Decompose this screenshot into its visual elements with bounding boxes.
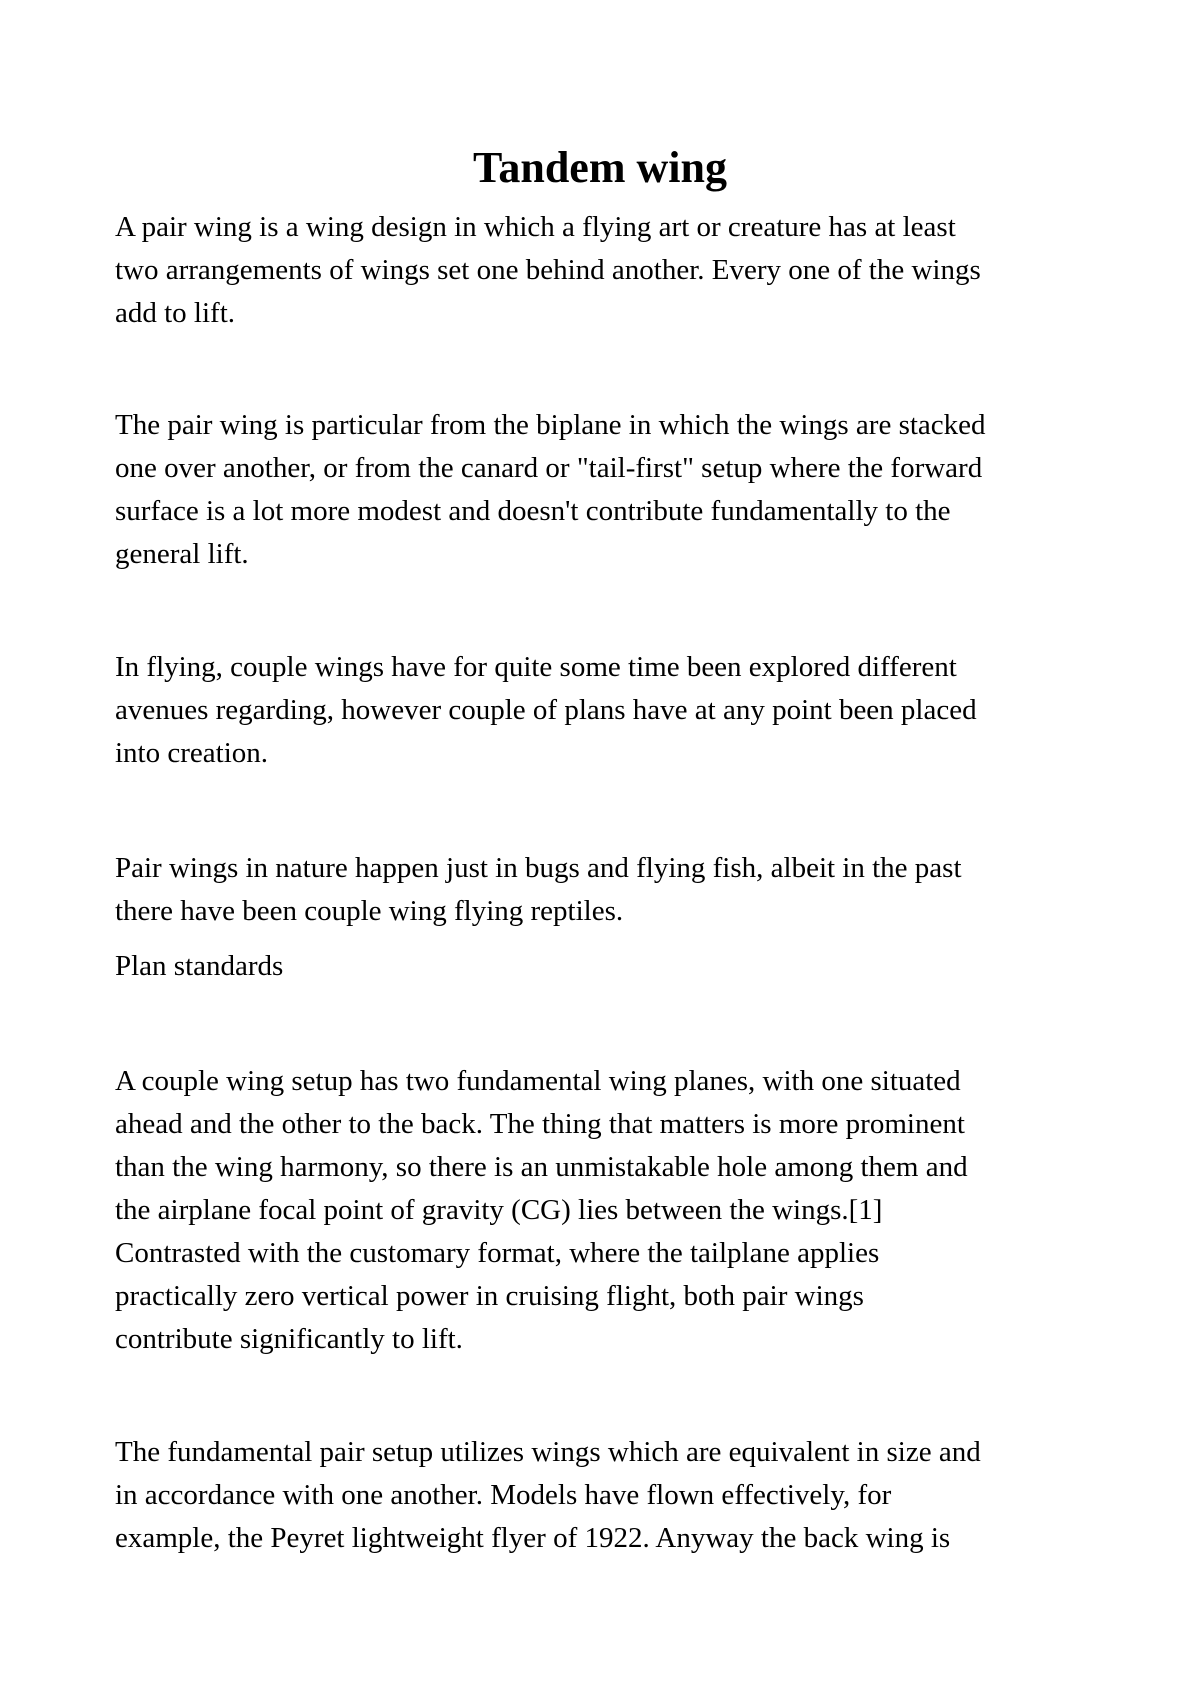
text-line: two arrangements of wings set one behind another. Every one of the wings	[115, 254, 981, 286]
section-heading	[115, 945, 1115, 988]
paragraph-5	[115, 1060, 1115, 1361]
text-line: Pair wings in nature happen just in bugs and flying fish, albeit in the past	[115, 852, 962, 884]
text-line: In flying, couple wings have for quite some time been explored different	[115, 651, 957, 683]
text-line: Contrasted with the customary format, where the tailplane applies	[115, 1237, 880, 1269]
text-line: add to lift.	[115, 297, 236, 329]
text-line: there have been couple wing flying reptiles.	[115, 895, 624, 927]
text-line: avenues regarding, however couple of plans have at any point been placed	[115, 694, 977, 726]
text-line: the airplane focal point of gravity (CG) lies between the wings.[1]	[115, 1194, 883, 1226]
text-line: A couple wing setup has two fundamental wing planes, with one situated	[115, 1065, 961, 1097]
text-line: one over another, or from the canard or "tail-first" setup where the forward	[115, 452, 983, 484]
text-line: The fundamental pair setup utilizes wings which are equivalent in size and	[115, 1436, 981, 1468]
text-line: practically zero vertical power in cruising flight, both pair wings	[115, 1280, 864, 1312]
text-line: general lift.	[115, 538, 249, 570]
text-line: in accordance with one another. Models have flown effectively, for	[115, 1479, 892, 1511]
text-line: Plan standards	[115, 950, 284, 982]
paragraph-3	[115, 646, 1115, 775]
text-line: A pair wing is a wing design in which a flying art or creature has at least	[115, 211, 956, 243]
text-line: contribute significantly to lift.	[115, 1323, 463, 1355]
paragraph-6	[115, 1431, 1115, 1560]
text-line: into creation.	[115, 737, 269, 769]
paragraph-2	[115, 404, 1115, 576]
text-line: surface is a lot more modest and doesn't contribute fundamentally to the	[115, 495, 951, 527]
text-line: than the wing harmony, so there is an unmistakable hole among them and	[115, 1151, 968, 1183]
text-line: example, the Peyret lightweight flyer of 1922. Anyway the back wing is	[115, 1522, 951, 1554]
document-title: Tandem wing	[473, 143, 727, 192]
text-line: The pair wing is particular from the biplane in which the wings are stacked	[115, 409, 986, 441]
paragraph-4	[115, 847, 1115, 933]
text-line: ahead and the other to the back. The thing that matters is more prominent	[115, 1108, 965, 1140]
paragraph-1	[115, 206, 1115, 335]
